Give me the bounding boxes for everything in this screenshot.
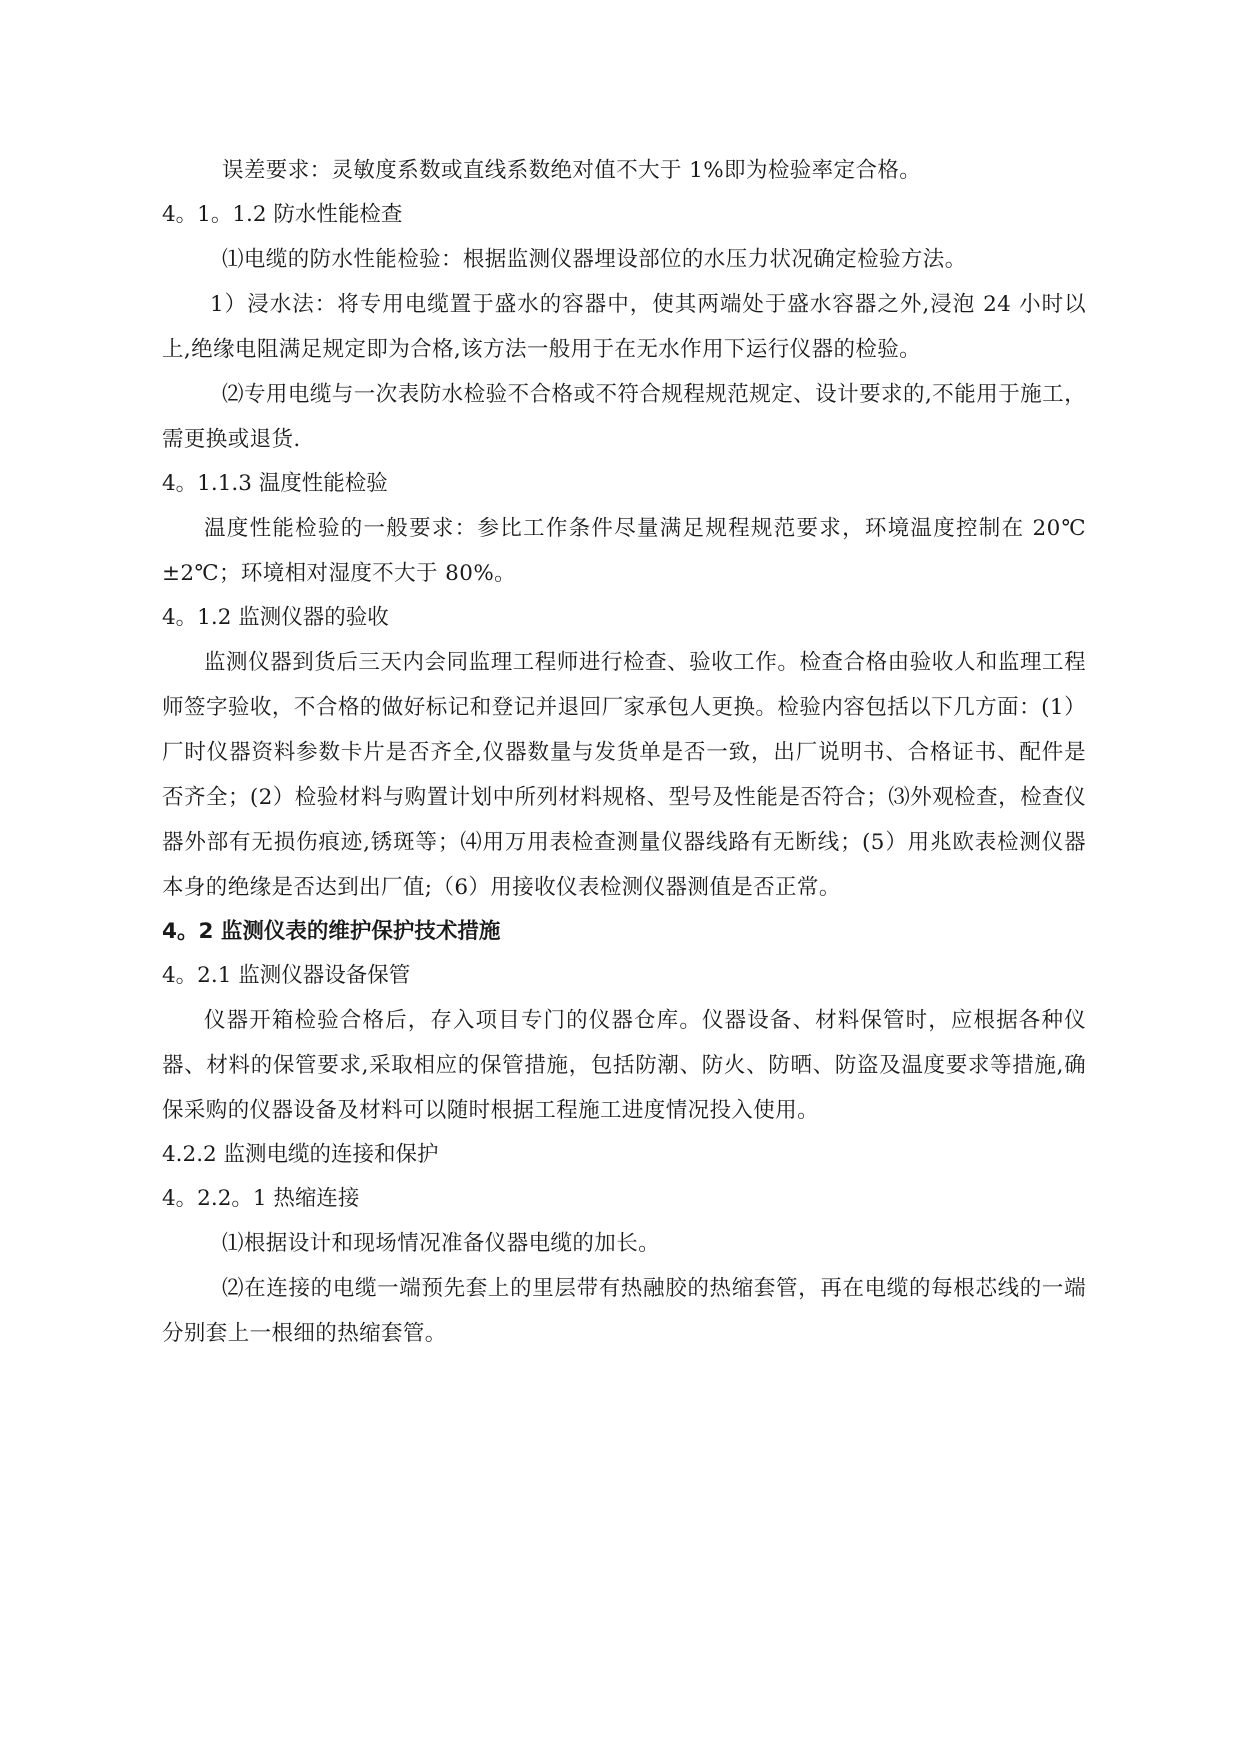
section-heading-4-2-1: 4。2.1 监测仪器设备保管 [162,963,411,988]
paragraph-cable-waterproof-test: ⑴电缆的防水性能检验：根据监测仪器埋设部位的水压力状况确定检验方法。 [222,247,967,272]
paragraph-cable-extension: ⑴根据设计和现场情况准备仪器电缆的加长。 [222,1231,661,1256]
section-heading-4-1-2: 4。1.2 监测仪器的验收 [162,605,389,630]
paragraph-error-requirement: 误差要求：灵敏度系数或直线系数绝对值不大于 1%即为检验率定合格。 [222,158,922,183]
section-heading-4-2-2-1: 4。2.2。1 热缩连接 [162,1186,360,1211]
paragraph-unqualified-cable: ⑵专用电缆与一次表防水检验不合格或不符合规程规范规定、设计要求的,不能用于施工，需更换或退货. [162,382,1086,452]
paragraph-equipment-storage: 仪器开箱检验合格后，存入项目专门的仪器仓库。仪器设备、材料保管时，应根据各种仪器、材料的保管要求,采取相应的保管措施，包括防潮、防火、防晒、防盗及温度要求等措施,确保采购的仪器设备及材料可以随时根据工程施工进度情况投入使用。 [162,1008,1086,1123]
section-heading-4-2: 4。2 监测仪表的维护保护技术措施 [162,919,501,944]
paragraph-heat-shrink-sleeve: ⑵在连接的电缆一端预先套上的里层带有热融胶的热缩套管，再在电缆的每根芯线的一端分别套上一根细的热缩套管。 [162,1276,1086,1346]
paragraph-immersion-method: 1）浸水法：将专用电缆置于盛水的容器中，使其两端处于盛水容器之外,浸泡 24 小时以上,绝缘电阻满足规定即为合格,该方法一般用于在无水作用下运行仪器的检验。 [162,292,1086,362]
section-heading-4-1-1-2: 4。1。1.2 防水性能检查 [162,202,403,227]
paragraph-instrument-acceptance: 监测仪器到货后三天内会同监理工程师进行检查、验收工作。检查合格由验收人和监理工程师签字验收，不合格的做好标记和登记并退回厂家承包人更换。检验内容包括以下几方面：(1）厂时仪器资料参数卡片是否齐全,仪器数量与发货单是否一致，出厂说明书、合格证书、配件是否齐全；(2）检验材料与购置计划中所列材料规格、型号及性能是否符合；⑶外观检查，检查仪器外部有无损伤痕迹,锈斑等；⑷用万用表检查测量仪器线路有无断线；(5）用兆欧表检测仪器本身的绝缘是否达到出厂值;（6）用接收仪表检测仪器测值是否正常。 [162,650,1086,900]
document-body [162,148,1086,1356]
section-heading-4-1-1-3: 4。1.1.3 温度性能检验 [162,471,388,496]
section-heading-4-2-2: 4.2.2 监测电缆的连接和保护 [162,1142,439,1167]
paragraph-temperature-test: 温度性能检验的一般要求：参比工作条件尽量满足规程规范要求，环境温度控制在 20℃±2℃；环境相对湿度不大于 80%。 [162,516,1086,586]
